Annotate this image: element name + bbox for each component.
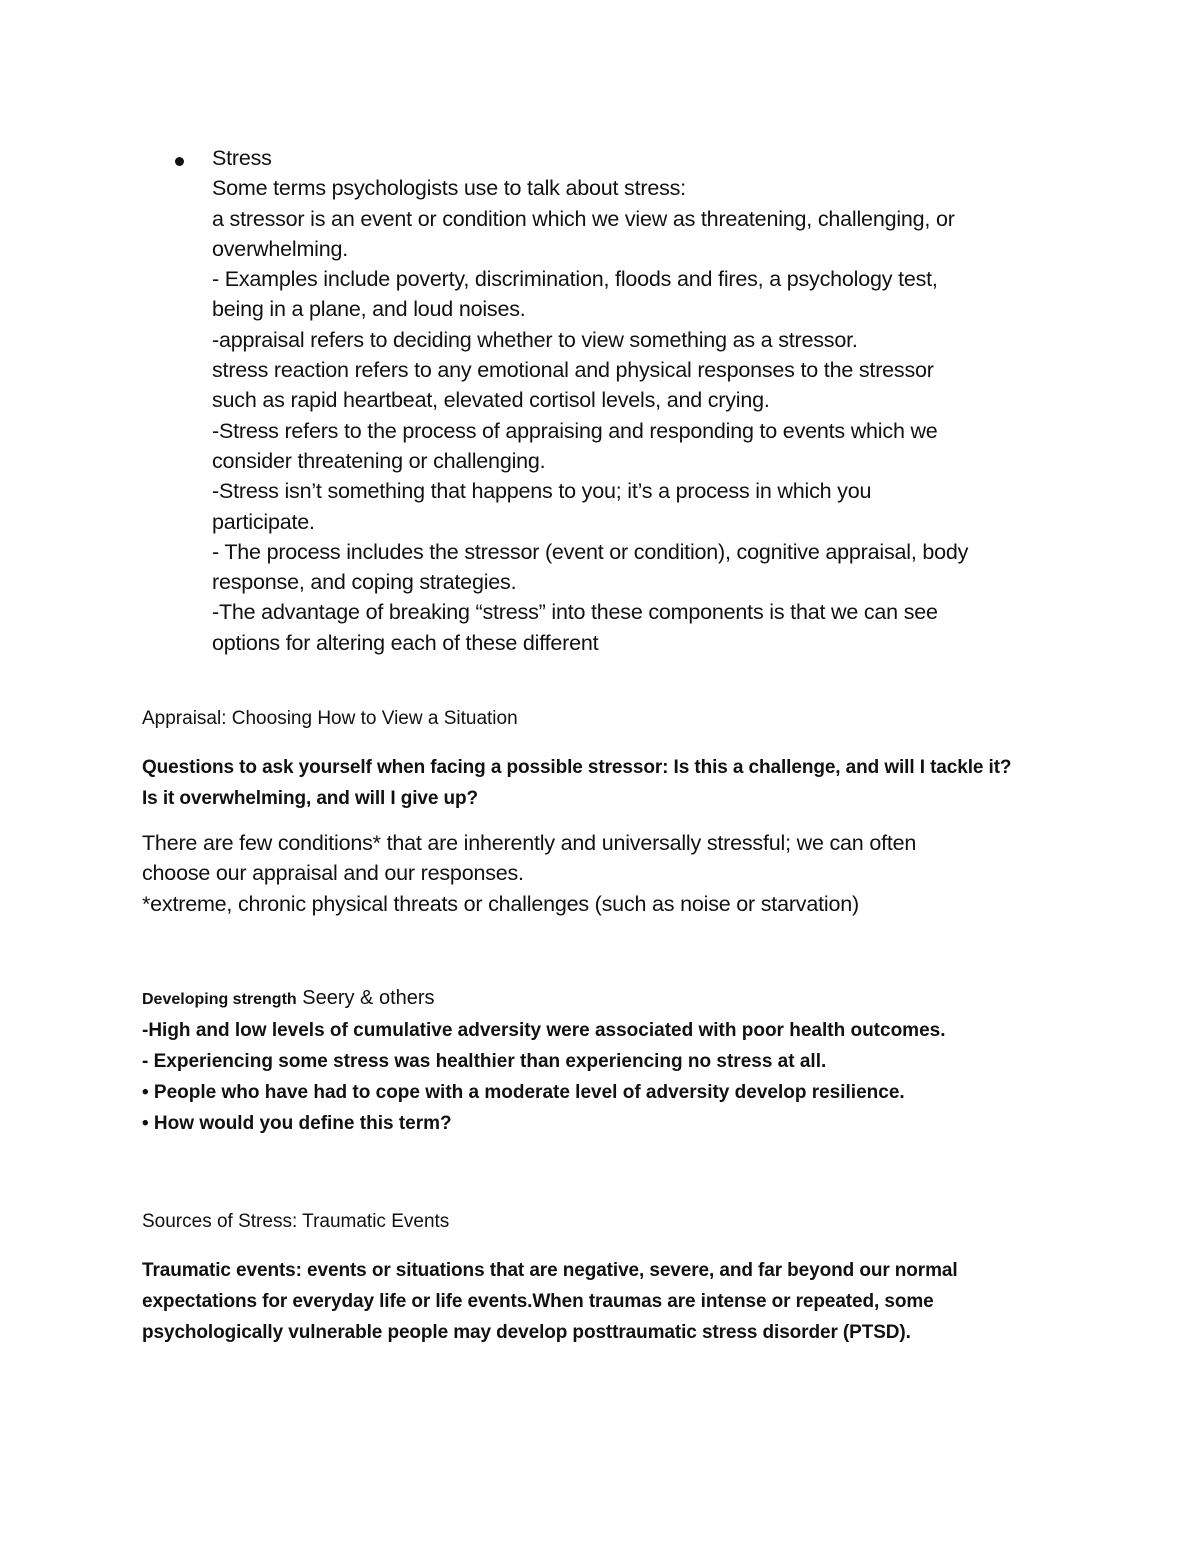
developing-strength-title-normal: Seery & others [296,987,435,1009]
stress-line: - The process includes the stressor (event or condition), cognitive appraisal, body [212,539,969,564]
sources-paragraph [142,1255,1072,1348]
stress-line: Some terms psychologists use to talk about stress: [212,176,686,201]
appraisal-paragraph [142,828,1072,919]
developing-strength-line: • How would you define this term? [142,1113,452,1134]
appraisal-question-line: Is it overwhelming, and will I give up? [142,788,479,809]
developing-strength-line: • People who have had to cope with a moderate level of adversity develop resilience. [142,1082,905,1103]
stress-line: a stressor is an event or condition which we view as threatening, challenging, or [212,206,955,231]
stress-line: participate. [212,509,315,534]
developing-strength-title [142,983,1082,1015]
appraisal-paragraph-line: There are few conditions* that are inherently and universally stressful; we can often [142,831,917,855]
appraisal-question-line: Questions to ask yourself when facing a possible stressor: Is this a challenge, and will I tackle it? [142,757,1012,778]
bullet-dot-icon [175,157,184,166]
developing-strength-line: -High and low levels of cumulative adversity were associated with poor health outcomes. [142,1020,946,1041]
stress-line: such as rapid heartbeat, elevated cortisol levels, and crying. [212,388,770,413]
developing-strength-line: - Experiencing some stress was healthier than experiencing no stress at all. [142,1051,827,1072]
stress-bullet-title: Stress [212,146,272,170]
appraisal-heading: Appraisal: Choosing How to View a Situation [142,708,518,729]
stress-line: -Stress isn’t something that happens to you; it’s a process in which you [212,479,872,504]
stress-line: -appraisal refers to deciding whether to view something as a stressor. [212,327,858,352]
stress-line: response, and coping strategies. [212,570,517,595]
stress-line: - Examples include poverty, discrimination, floods and fires, a psychology test, [212,267,938,292]
stress-bullet-lines [212,143,1072,658]
appraisal-paragraph-line: choose our appraisal and our responses. [142,861,524,886]
stress-line: -Stress refers to the process of appraising and responding to events which we [212,418,938,443]
stress-line: being in a plane, and loud noises. [212,297,526,322]
appraisal-questions [142,752,1072,814]
developing-strength-section [142,983,1082,1139]
sources-paragraph-line: Traumatic events: events or situations that are negative, severe, and far beyond our normal [142,1260,958,1281]
sources-paragraph-line: expectations for everyday life or life events.When traumas are intense or repeated, some [142,1291,934,1312]
developing-strength-title-bold: Developing strength [142,991,297,1008]
stress-line: options for altering each of these different [212,630,599,655]
appraisal-paragraph-line: *extreme, chronic physical threats or challenges (such as noise or starvation) [142,891,859,916]
stress-line: consider threatening or challenging. [212,448,546,473]
stress-line: overwhelming. [212,236,349,261]
stress-line: -The advantage of breaking “stress” into these components is that we can see [212,600,938,625]
sources-paragraph-line: psychologically vulnerable people may develop posttraumatic stress disorder (PTSD). [142,1322,911,1343]
stress-line: stress reaction refers to any emotional and physical responses to the stressor [212,358,934,383]
sources-heading: Sources of Stress: Traumatic Events [142,1211,450,1232]
